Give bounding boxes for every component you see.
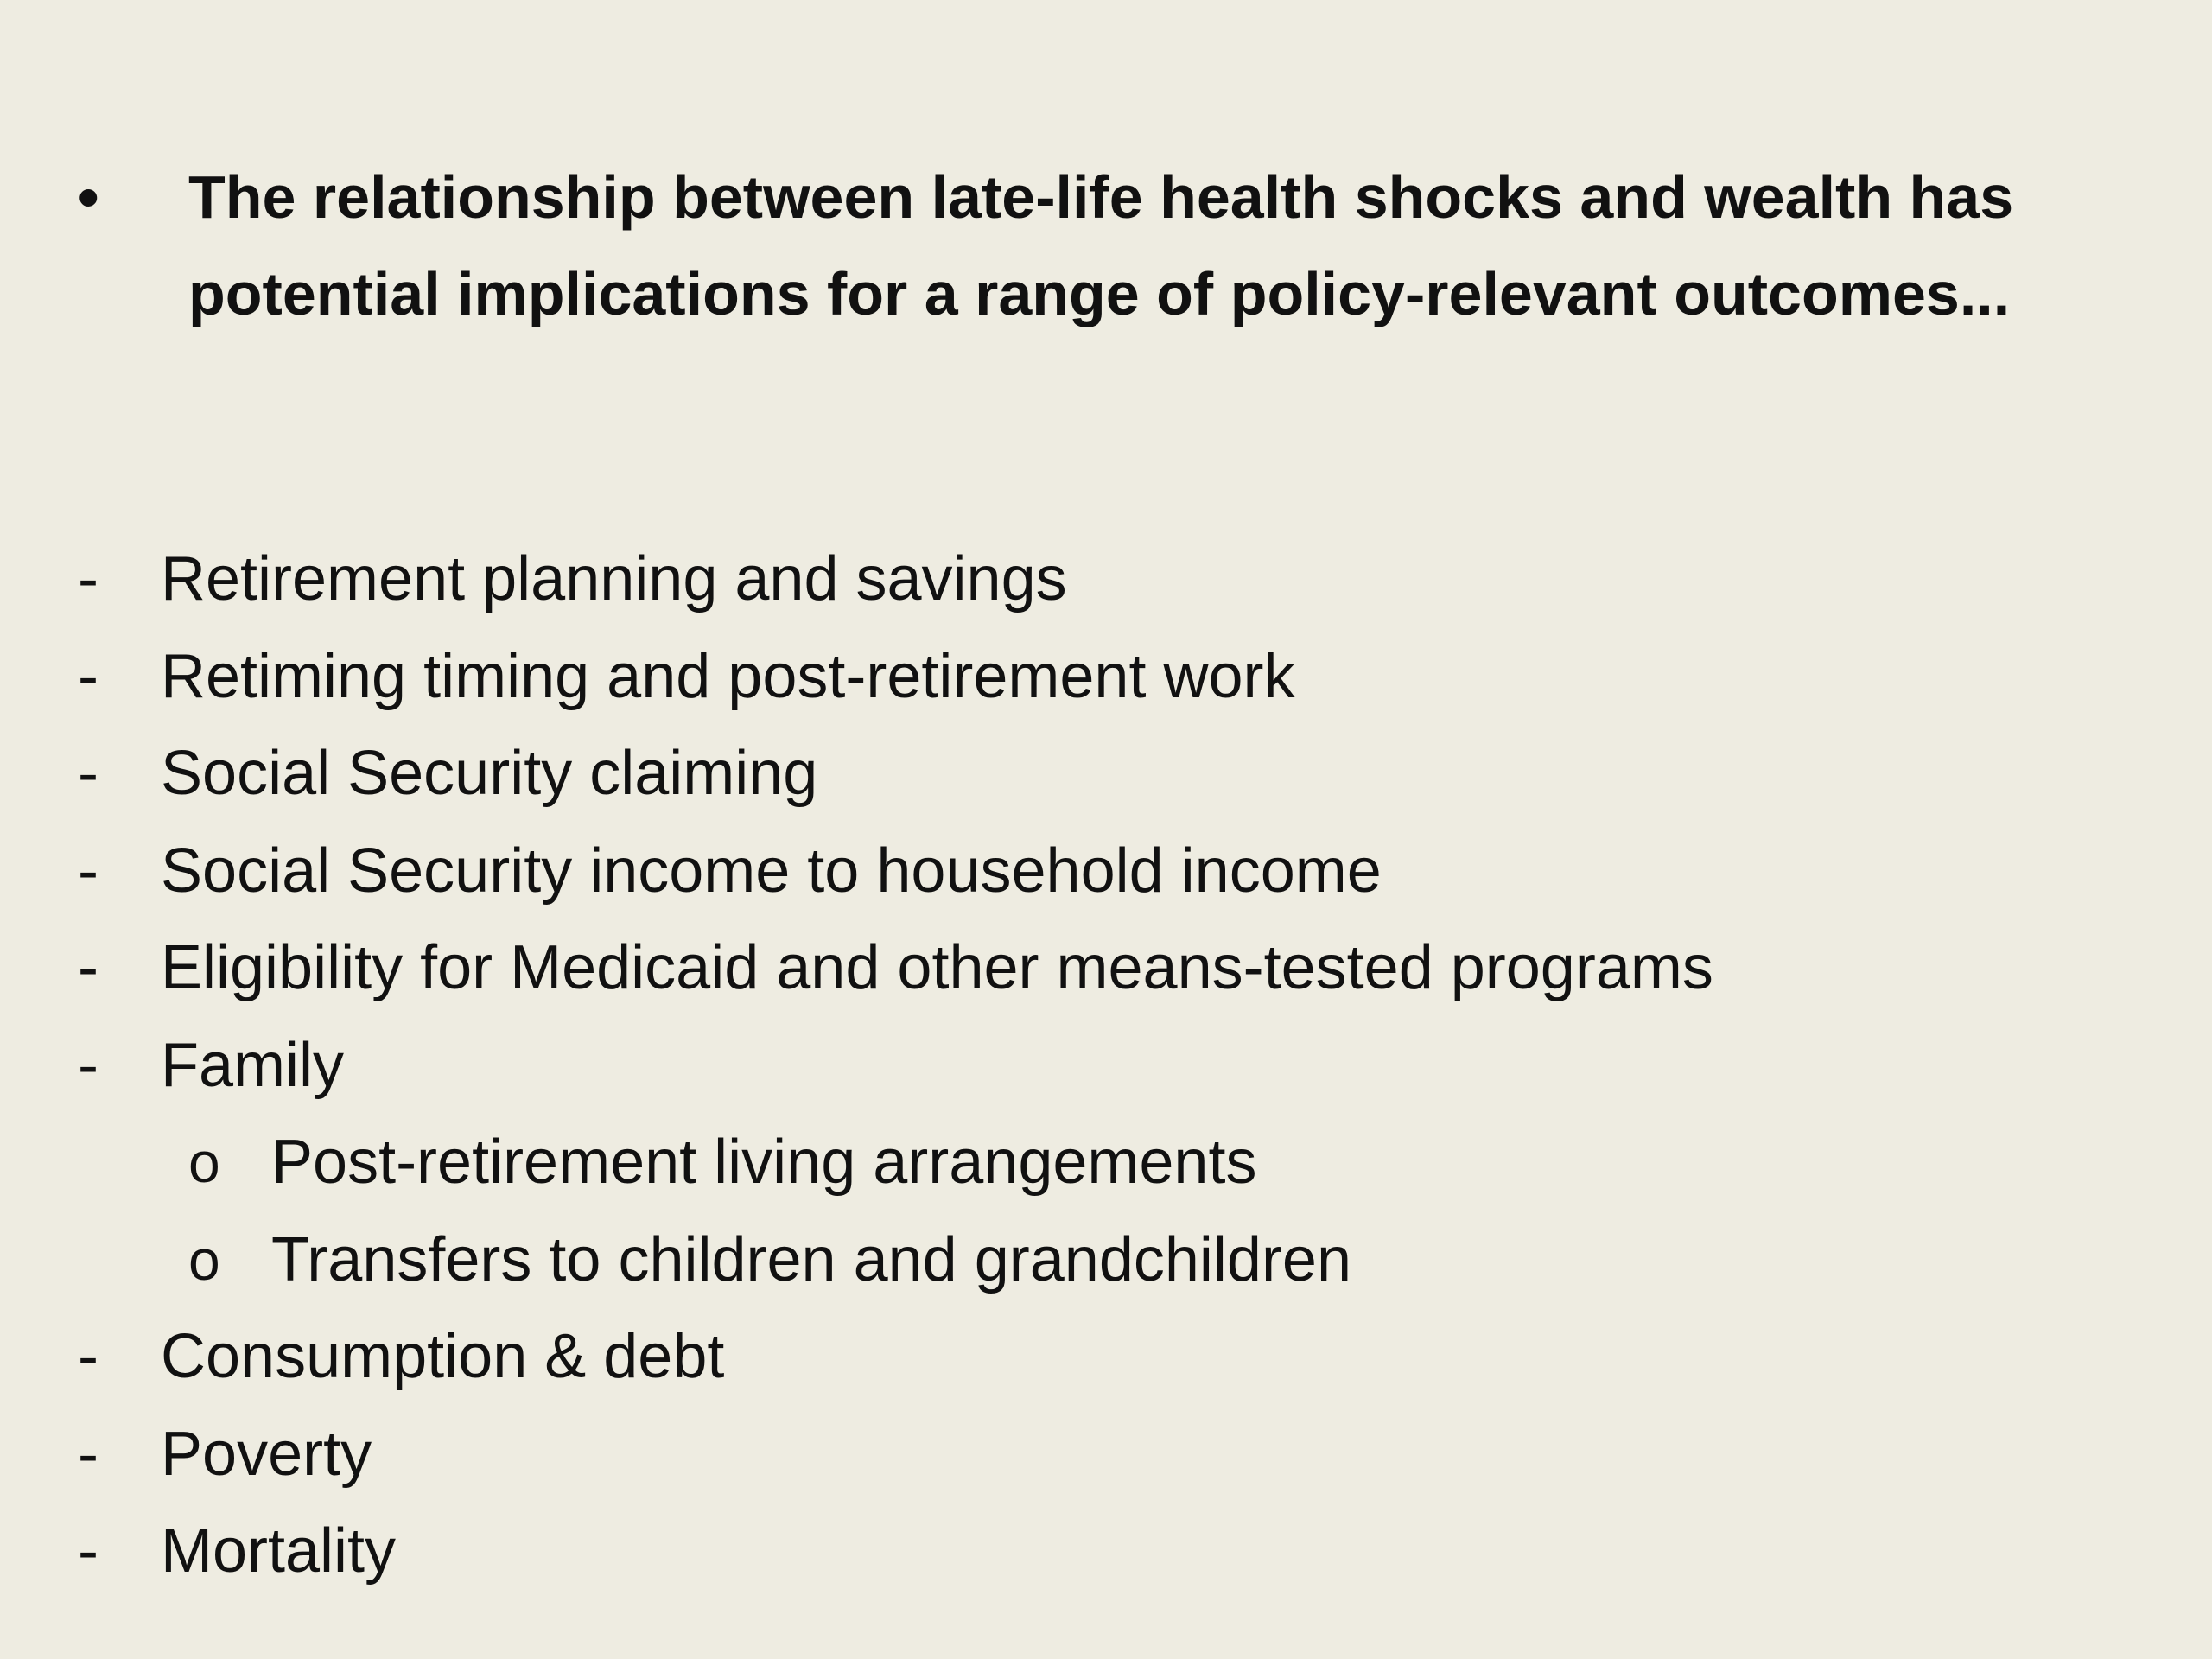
outcome-item-family xyxy=(78,1017,2152,1115)
dash-marker: - xyxy=(78,933,99,1002)
outcome-item-mortality xyxy=(78,1503,2152,1600)
outcome-label: Eligibility for Medicaid and other means-tested programs xyxy=(161,933,1713,1002)
outcome-item-consumption-debt xyxy=(78,1308,2152,1406)
outcome-label: Retiming timing and post-retirement work xyxy=(161,641,1295,711)
dash-marker: - xyxy=(78,544,99,613)
sub-item-living-arrangements xyxy=(78,1114,2152,1211)
circle-marker: o xyxy=(188,1130,220,1194)
headline-text: The relationship between late-life health shocks and wealth has potential implications for a range of policy-relevant outcomes... xyxy=(188,163,2014,327)
outcome-item-medicaid-eligibility xyxy=(78,919,2152,1017)
bullet-marker: • xyxy=(78,163,99,231)
dash-marker: - xyxy=(78,739,99,808)
outcome-item-retirement-planning xyxy=(78,531,2152,628)
outcome-label: Family xyxy=(161,1030,344,1100)
dash-marker: - xyxy=(78,641,99,711)
outcome-label: Social Security claiming xyxy=(161,739,818,808)
outcome-label: Social Security income to household income xyxy=(161,836,1382,906)
dash-marker: - xyxy=(78,1030,99,1100)
dash-marker: - xyxy=(78,836,99,906)
sub-item-label: Post-retirement living arrangements xyxy=(271,1128,1257,1197)
outcome-label: Consumption & debt xyxy=(161,1322,725,1391)
sub-item-label: Transfers to children and grandchildren xyxy=(271,1224,1352,1294)
outcome-label: Mortality xyxy=(161,1516,397,1586)
outcome-item-retiming-timing xyxy=(78,628,2152,726)
outcome-label: Poverty xyxy=(161,1419,372,1489)
circle-marker: o xyxy=(188,1227,220,1292)
outcome-item-social-security-income xyxy=(78,823,2152,920)
dash-marker: - xyxy=(78,1322,99,1391)
outcome-item-poverty xyxy=(78,1406,2152,1503)
outcome-item-social-security-claiming xyxy=(78,725,2152,823)
outcome-label: Retirement planning and savings xyxy=(161,544,1067,613)
dash-marker: - xyxy=(78,1419,99,1489)
sub-item-transfers xyxy=(78,1211,2152,1309)
outcomes-list xyxy=(78,531,2152,1600)
dash-marker: - xyxy=(78,1516,99,1586)
